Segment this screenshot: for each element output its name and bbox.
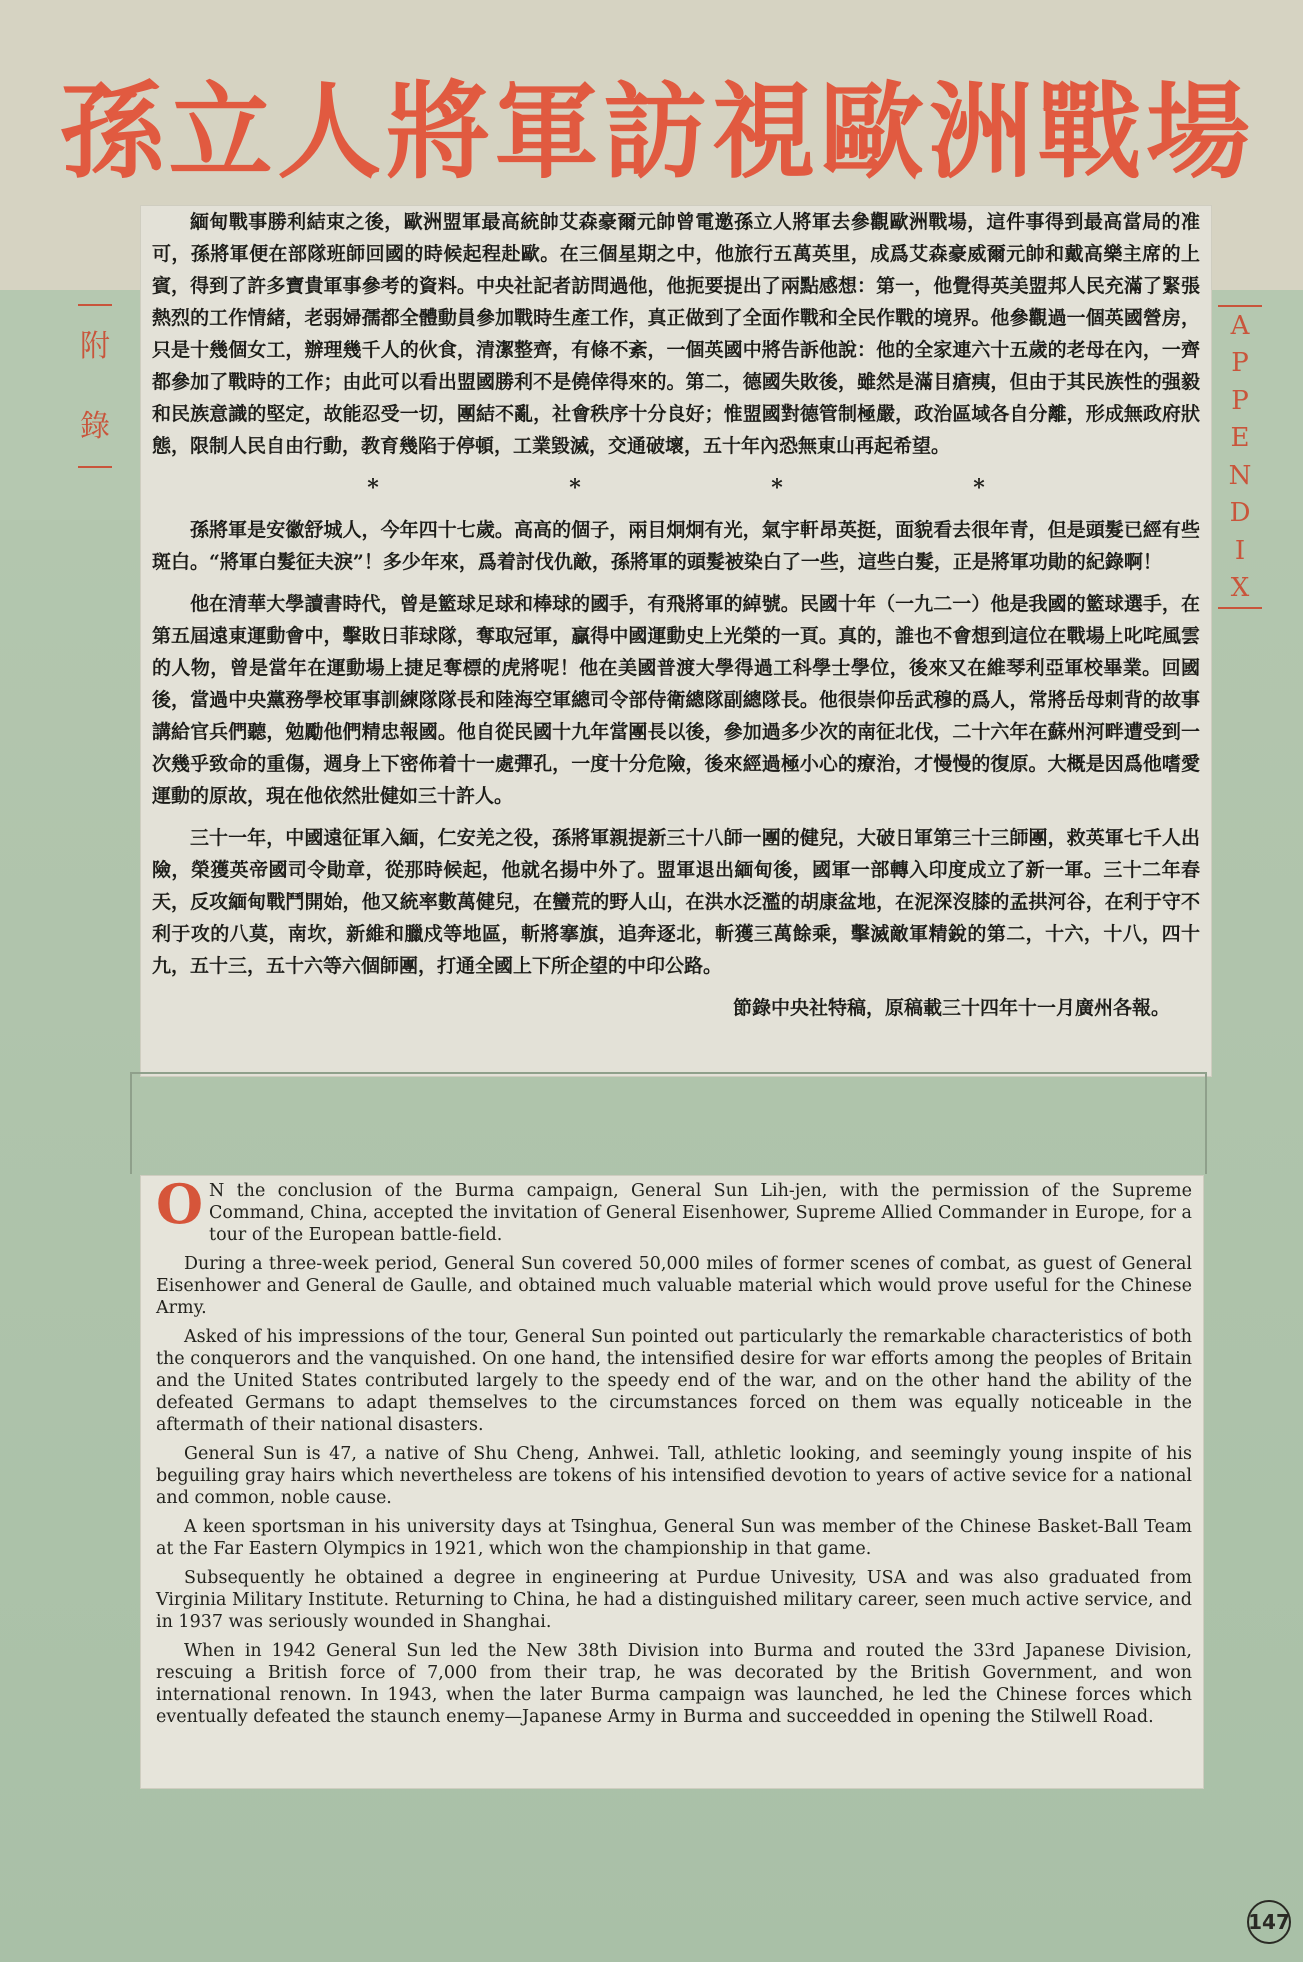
title-char: 人 bbox=[277, 70, 382, 193]
side-label-letter: I bbox=[1234, 535, 1246, 566]
side-label-letter: P bbox=[1231, 385, 1249, 416]
en-paragraph bbox=[156, 1172, 1192, 1246]
section-divider bbox=[152, 472, 1200, 504]
divider-star: * bbox=[569, 475, 581, 501]
title-char: 軍 bbox=[494, 70, 599, 193]
zh-paragraph: 三十一年，中國遠征軍入緬，仁安羌之役，孫將軍親提新三十八師一團的健兒，大破日軍第三十三師團，救英軍七千人出險，榮獲英帝國司令勛章，從那時候起，他就名揚中外了。盟軍退出緬甸後，國軍一部轉入印度成立了新一軍。三十二年春天，反攻緬甸戰鬥開始，他又統率數萬健兒，在蠻荒的野人山，在洪水泛濫的胡康盆地，在泥深沒膝的孟拱河谷，在利于守不利于攻的八莫，南坎，新維和臘戍等地區，斬將搴旗，追奔逐北，斬獲三萬餘乘，擊滅敵軍精銳的第二，十六，十八，四十九，五十三，五十六等六個師團，打通全國上下所企望的中印公路。 bbox=[152, 827, 1200, 977]
divider-star: * bbox=[367, 475, 379, 501]
en-paragraph: Subsequently he obtained a degree in engineering at Purdue Univesity, USA and was also graduated from Virginia Military Institute. Returning to China, he had a distinguished military career, seen much active service, and in 1937 was seriously wounded in Shanghai. bbox=[156, 1568, 1192, 1632]
title-char: 歐 bbox=[820, 70, 925, 193]
title-char: 戰 bbox=[1037, 70, 1142, 193]
en-paragraph: A keen sportsman in his university days at Tsinghua, General Sun was member of the Chinese Basket-Ball Team at the Far Eastern Olympics in 1921, which won the championship in that game. bbox=[156, 1517, 1192, 1559]
en-paragraph-text: N the conclusion of the Burma campaign, General Sun Lih-jen, with the permission of the Supreme Command, China, accepted the invitation of General Eisenhower, Supreme Allied Commander in Europe, for a tour of the European battle-field. bbox=[209, 1181, 1192, 1245]
page-number: 147 bbox=[1247, 1900, 1291, 1944]
side-label-letter: X bbox=[1230, 573, 1250, 604]
title-char: 場 bbox=[1145, 70, 1250, 193]
english-article bbox=[156, 1172, 1192, 1780]
side-label-char: 附 bbox=[80, 328, 110, 364]
side-label-letter: P bbox=[1231, 348, 1249, 379]
title-char: 視 bbox=[711, 70, 816, 193]
en-paragraph: Asked of his impressions of the tour, General Sun pointed out particularly the remarkable characteristics of both the conquerors and the vanquished. On one hand, the intensified desire for war efforts among the peoples of Britain and the United States contributed largely to the speedy end of the war, and on the other hand the ability of the defeated Germans to adapt themselves to the circumstances forced on them was equally noticeable in the aftermath of their national disasters. bbox=[156, 1327, 1192, 1435]
chinese-article bbox=[152, 206, 1200, 1066]
divider-star: * bbox=[771, 475, 783, 501]
decorative-band-frame bbox=[130, 1072, 1207, 1174]
side-label-letter: N bbox=[1228, 460, 1252, 491]
side-label-letter: E bbox=[1230, 423, 1250, 454]
side-label-char: 錄 bbox=[80, 408, 110, 444]
side-label-appendix-zh bbox=[78, 304, 112, 468]
divider-star: * bbox=[973, 475, 985, 501]
en-paragraph: During a three-week period, General Sun covered 50,000 miles of former scenes of combat, as guest of General Eisenhower and General de Gaulle, and obtained much valuable material which would prove useful for the Chinese Army. bbox=[156, 1254, 1192, 1318]
title-char: 洲 bbox=[928, 70, 1033, 193]
drop-cap: O bbox=[156, 1172, 204, 1236]
page-title bbox=[60, 62, 1250, 202]
title-char: 將 bbox=[385, 70, 490, 193]
side-label-appendix-en bbox=[1218, 305, 1262, 609]
side-label-letter: D bbox=[1229, 498, 1251, 529]
zh-source-note: 節錄中央社特稿，原稿載三十四年十一月廣州各報。 bbox=[732, 997, 1170, 1019]
title-char: 孫 bbox=[60, 70, 165, 193]
title-char: 立 bbox=[168, 70, 273, 193]
en-paragraph: General Sun is 47, a native of Shu Cheng, Anhwei. Tall, athletic looking, and seemingly young inspite of his beguiling gray hairs which nevertheless are tokens of his intensified devotion to years of active sevice for a national and common, noble cause. bbox=[156, 1444, 1192, 1508]
title-char: 訪 bbox=[602, 70, 707, 193]
side-label-letter: A bbox=[1230, 310, 1250, 341]
zh-paragraph: 孫將軍是安徽舒城人，今年四十七歲。高高的個子，兩目炯炯有光，氣宇軒昂英挺，面貌看去很年青，但是頭髮已經有些斑白。“將軍白髮征夫淚”！多少年來，爲着討伐仇敵，孫將軍的頭髮被染白了一些，這些白髮，正是將軍功勛的紀錄啊！ bbox=[152, 519, 1200, 573]
zh-paragraph: 他在清華大學讀書時代，曾是籃球足球和棒球的國手，有飛將軍的綽號。民國十年（一九二一）他是我國的籃球選手，在第五屆遠東運動會中，擊敗日菲球隊，奪取冠軍，贏得中國運動史上光榮的一頁。真的，誰也不會想到這位在戰場上叱咤風雲的人物，曾是當年在運動場上捷足奪標的虎將呢！他在美國普渡大學得過工科學士學位，後來又在維琴利亞軍校畢業。回國後，當過中央黨務學校軍事訓練隊隊長和陸海空軍總司令部侍衛總隊副總隊長。他很崇仰岳武穆的爲人，常將岳母刺背的故事講給官兵們聽，勉勵他們精忠報國。他自從民國十九年當團長以後，參加過多少次的南征北伐，二十六年在蘇州河畔遭受到一次幾乎致命的重傷，週身上下密佈着十一處彈孔，一度十分危險，後來經過極小心的療治，才慢慢的復原。大概是因爲他嗜愛運動的原故，現在他依然壯健如三十許人。 bbox=[152, 593, 1200, 807]
en-paragraph: When in 1942 General Sun led the New 38th Division into Burma and routed the 33rd Japanese Division, rescuing a British force of 7,000 from their trap, he was decorated by the British Government, and won international renown. In 1943, when the later Burma campaign was launched, he led the Chinese forces which eventually defeated the staunch enemy—Japanese Army in Burma and succeedded in opening the Stilwell Road. bbox=[156, 1641, 1192, 1727]
zh-paragraph: 緬甸戰事勝利結束之後，歐洲盟軍最高統帥艾森豪爾元帥曾電邀孫立人將軍去參觀歐洲戰場，這件事得到最高當局的准可，孫將軍便在部隊班師回國的時候起程赴歐。在三個星期之中，他旅行五萬英里，成爲艾森豪威爾元帥和戴高樂主席的上賓，得到了許多寶貴軍事參考的資料。中央社記者訪問過他，他扼要提出了兩點感想：第一，他覺得英美盟邦人民充滿了緊張熱烈的工作情緒，老弱婦孺都全體動員參加戰時生產工作，真正做到了全面作戰和全民作戰的境界。他參觀過一個英國營房，只是十幾個女工，辦理幾千人的伙食，清潔整齊，有條不紊，一個英國中將告訴他說：他的全家連六十五歲的老母在內，一齊都參加了戰時的工作；由此可以看出盟國勝利不是僥倖得來的。第二，德國失敗後，雖然是滿目瘡痍，但由于其民族性的强毅和民族意識的堅定，故能忍受一切，團結不亂，社會秩序十分良好；惟盟國對德管制極嚴，政治區域各自分離，形成無政府狀態，限制人民自由行動，教育幾陷于停頓，工業毀滅，交通破壞，五十年內恐無東山再起希望。 bbox=[152, 211, 1200, 457]
